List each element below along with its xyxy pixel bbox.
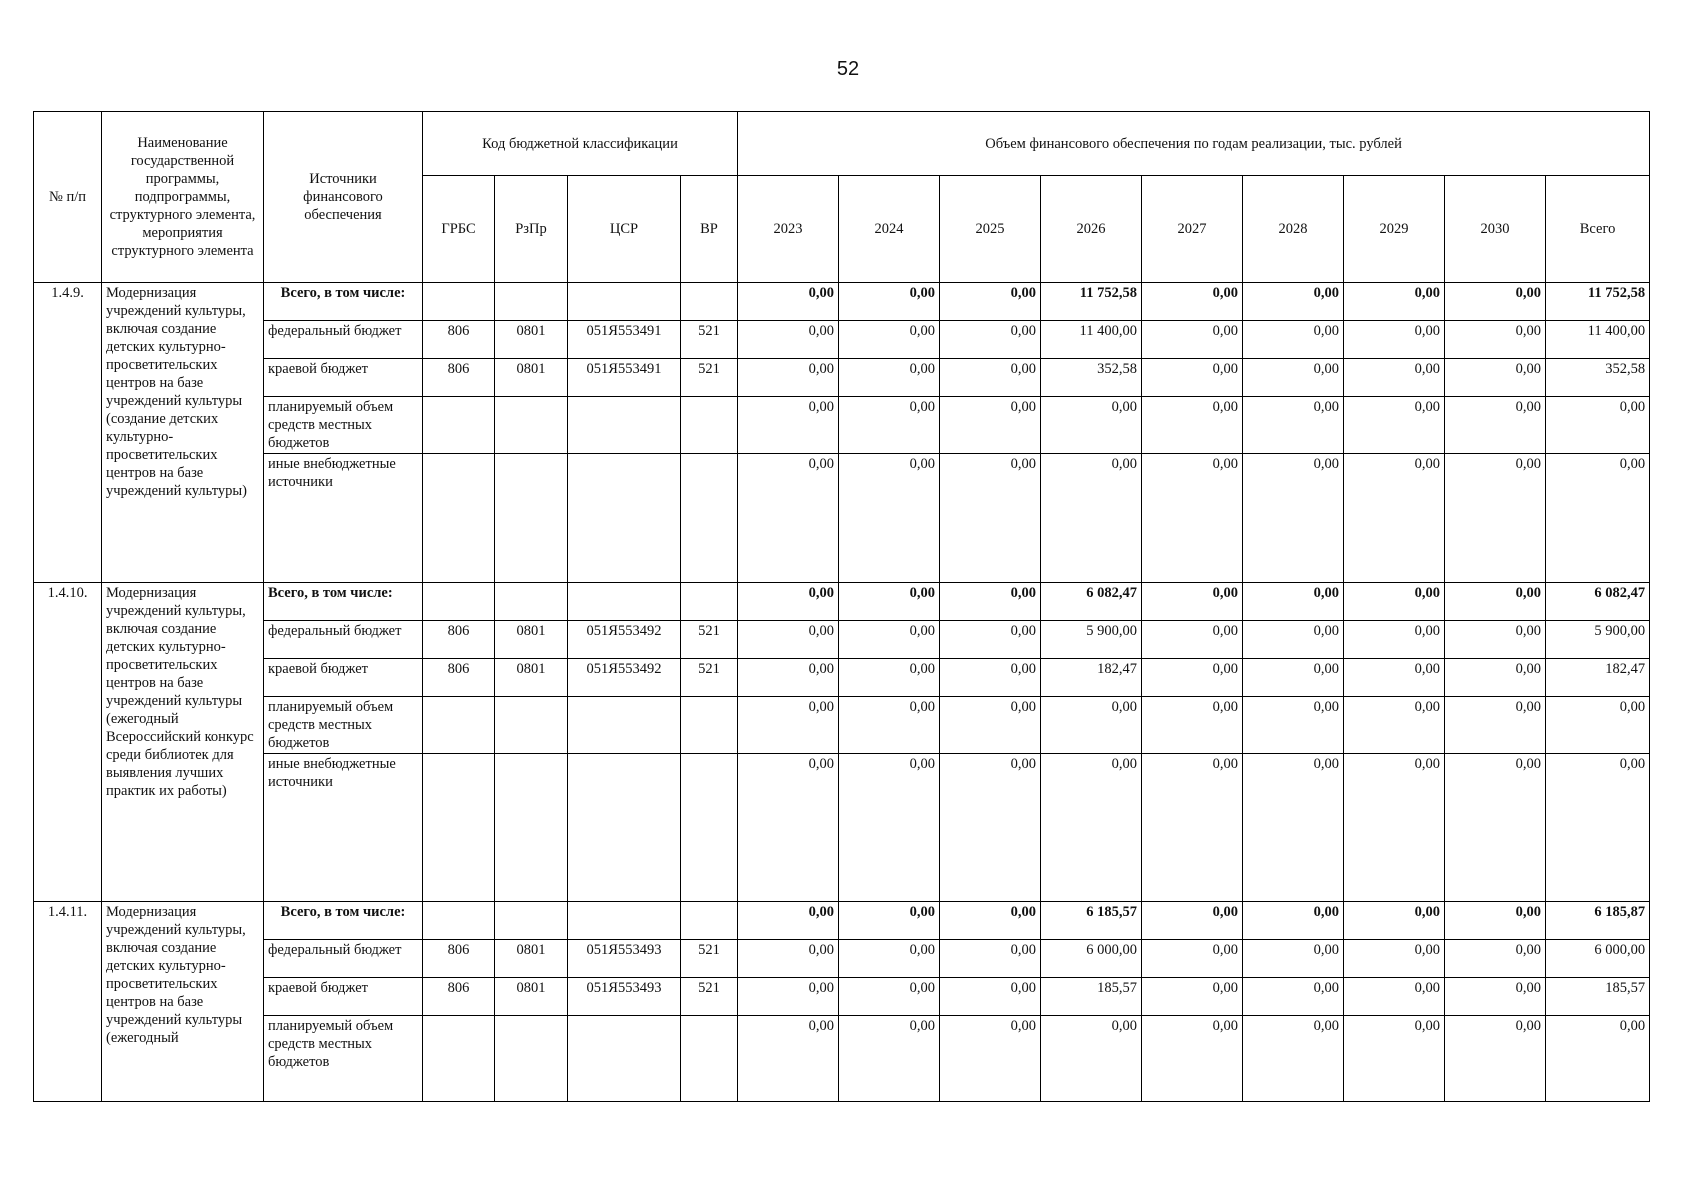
year-value: 0,00	[1243, 321, 1344, 359]
total-value: 6 082,47	[1546, 583, 1650, 621]
year-value: 0,00	[1243, 902, 1344, 940]
rzpr-code: 0801	[495, 659, 568, 697]
year-value: 0,00	[1445, 583, 1546, 621]
table-row	[34, 397, 1650, 454]
table-row	[34, 454, 1650, 583]
csr-code: 051Я553493	[568, 978, 681, 1016]
item-number: 1.4.11.	[34, 902, 102, 1102]
grbs-code: 806	[423, 940, 495, 978]
year-value: 0,00	[1142, 754, 1243, 902]
funding-source: Всего, в том числе:	[264, 283, 423, 321]
grbs-code	[423, 583, 495, 621]
csr-code: 051Я553492	[568, 621, 681, 659]
year-value: 0,00	[1344, 902, 1445, 940]
rzpr-code: 0801	[495, 359, 568, 397]
total-value: 0,00	[1546, 754, 1650, 902]
table-row	[34, 621, 1650, 659]
rzpr-code: 0801	[495, 978, 568, 1016]
page-number: 52	[836, 58, 860, 80]
rzpr-code	[495, 754, 568, 902]
total-value: 185,57	[1546, 978, 1650, 1016]
year-value: 0,00	[940, 621, 1041, 659]
csr-code: 051Я553493	[568, 940, 681, 978]
table-row	[34, 940, 1650, 978]
year-value: 6 185,57	[1041, 902, 1142, 940]
year-value: 0,00	[1243, 283, 1344, 321]
year-value: 0,00	[738, 940, 839, 978]
grbs-code	[423, 754, 495, 902]
total-value: 6 000,00	[1546, 940, 1650, 978]
vr-code: 521	[681, 659, 738, 697]
vr-code	[681, 697, 738, 754]
year-value: 0,00	[1142, 283, 1243, 321]
year-value: 0,00	[1445, 621, 1546, 659]
year-value: 0,00	[839, 583, 940, 621]
header-name: Наименование государственной программы, подпрограммы, структурного элемента, мероприятия структурного элемента	[102, 112, 264, 283]
rzpr-code	[495, 902, 568, 940]
total-value: 182,47	[1546, 659, 1650, 697]
total-value: 352,58	[1546, 359, 1650, 397]
year-value: 0,00	[738, 659, 839, 697]
table-row	[34, 697, 1650, 754]
year-value: 0,00	[1142, 621, 1243, 659]
csr-code	[568, 397, 681, 454]
grbs-code: 806	[423, 659, 495, 697]
total-row	[34, 583, 1650, 621]
year-value: 0,00	[1243, 978, 1344, 1016]
year-value: 0,00	[839, 940, 940, 978]
header-total: Всего	[1546, 176, 1650, 283]
grbs-code	[423, 454, 495, 583]
table-row	[34, 1016, 1650, 1102]
grbs-code: 806	[423, 621, 495, 659]
rzpr-code	[495, 283, 568, 321]
year-value: 0,00	[839, 454, 940, 583]
funding-source: федеральный бюджет	[264, 940, 423, 978]
header-year: 2030	[1445, 176, 1546, 283]
item-number: 1.4.9.	[34, 283, 102, 583]
year-value: 0,00	[1142, 397, 1243, 454]
year-value: 0,00	[1243, 754, 1344, 902]
header-code-grbs: ГРБС	[423, 176, 495, 283]
year-value: 182,47	[1041, 659, 1142, 697]
rzpr-code	[495, 697, 568, 754]
header-volume-group: Объем финансового обеспечения по годам реализации, тыс. рублей	[738, 112, 1650, 176]
year-value: 0,00	[940, 454, 1041, 583]
year-value: 0,00	[1142, 940, 1243, 978]
year-value: 0,00	[1445, 902, 1546, 940]
vr-code	[681, 902, 738, 940]
funding-source: краевой бюджет	[264, 978, 423, 1016]
vr-code	[681, 454, 738, 583]
year-value: 0,00	[1344, 940, 1445, 978]
year-value: 0,00	[839, 1016, 940, 1102]
year-value: 0,00	[940, 397, 1041, 454]
table-row	[34, 978, 1650, 1016]
csr-code: 051Я553491	[568, 321, 681, 359]
year-value: 0,00	[1445, 754, 1546, 902]
year-value: 0,00	[839, 659, 940, 697]
year-value: 0,00	[940, 359, 1041, 397]
vr-code	[681, 283, 738, 321]
year-value: 0,00	[1243, 397, 1344, 454]
year-value: 0,00	[1041, 1016, 1142, 1102]
year-value: 0,00	[940, 902, 1041, 940]
year-value: 11 752,58	[1041, 283, 1142, 321]
header-year: 2023	[738, 176, 839, 283]
year-value: 0,00	[1445, 321, 1546, 359]
year-value: 0,00	[940, 321, 1041, 359]
grbs-code: 806	[423, 321, 495, 359]
year-value: 0,00	[1142, 583, 1243, 621]
funding-source: Всего, в том числе:	[264, 902, 423, 940]
funding-source: иные внебюджетные источники	[264, 754, 423, 902]
csr-code	[568, 902, 681, 940]
year-value: 352,58	[1041, 359, 1142, 397]
item-name: Модернизация учреждений культуры, включая создание детских культурно-просветительских центров на базе учреждений культуры (ежегодный Всероссийский конкурс среди библиотек для выявления лучших практик их работы)	[102, 583, 264, 902]
year-value: 0,00	[738, 978, 839, 1016]
rzpr-code	[495, 1016, 568, 1102]
funding-source: федеральный бюджет	[264, 621, 423, 659]
total-value: 5 900,00	[1546, 621, 1650, 659]
vr-code: 521	[681, 978, 738, 1016]
header-year: 2025	[940, 176, 1041, 283]
year-value: 0,00	[1142, 902, 1243, 940]
year-value: 0,00	[940, 1016, 1041, 1102]
year-value: 0,00	[1344, 697, 1445, 754]
vr-code: 521	[681, 321, 738, 359]
rzpr-code	[495, 397, 568, 454]
csr-code	[568, 454, 681, 583]
year-value: 0,00	[738, 359, 839, 397]
total-row	[34, 902, 1650, 940]
year-value: 0,00	[839, 321, 940, 359]
funding-source: иные внебюджетные источники	[264, 454, 423, 583]
year-value: 0,00	[1243, 583, 1344, 621]
year-value: 0,00	[940, 659, 1041, 697]
year-value: 0,00	[1041, 697, 1142, 754]
year-value: 0,00	[1243, 697, 1344, 754]
header-year: 2028	[1243, 176, 1344, 283]
grbs-code	[423, 1016, 495, 1102]
rzpr-code: 0801	[495, 321, 568, 359]
item-name: Модернизация учреждений культуры, включая создание детских культурно-просветительских центров на базе учреждений культуры (создание детских культурно-просветительских центров на базе учреждений культуры)	[102, 283, 264, 583]
year-value: 0,00	[940, 697, 1041, 754]
grbs-code	[423, 283, 495, 321]
year-value: 0,00	[738, 283, 839, 321]
year-value: 0,00	[738, 321, 839, 359]
table-header	[34, 112, 1650, 283]
year-value: 0,00	[1344, 978, 1445, 1016]
year-value: 0,00	[1243, 659, 1344, 697]
grbs-code	[423, 697, 495, 754]
year-value: 0,00	[738, 902, 839, 940]
header-code-rzpr: РзПр	[495, 176, 568, 283]
item-name: Модернизация учреждений культуры, включая создание детских культурно-просветительских центров на базе учреждений культуры (ежегодный	[102, 902, 264, 1102]
csr-code	[568, 754, 681, 902]
year-value: 0,00	[839, 359, 940, 397]
vr-code	[681, 1016, 738, 1102]
year-value: 0,00	[1041, 754, 1142, 902]
year-value: 0,00	[1344, 621, 1445, 659]
year-value: 0,00	[940, 583, 1041, 621]
item-number: 1.4.10.	[34, 583, 102, 902]
header-year: 2027	[1142, 176, 1243, 283]
funding-source: планируемый объем средств местных бюджетов	[264, 1016, 423, 1102]
vr-code: 521	[681, 621, 738, 659]
year-value: 0,00	[1243, 359, 1344, 397]
year-value: 5 900,00	[1041, 621, 1142, 659]
total-value: 0,00	[1546, 1016, 1650, 1102]
csr-code	[568, 1016, 681, 1102]
grbs-code	[423, 397, 495, 454]
year-value: 0,00	[1243, 940, 1344, 978]
year-value: 0,00	[1445, 397, 1546, 454]
year-value: 0,00	[738, 1016, 839, 1102]
year-value: 0,00	[1445, 697, 1546, 754]
year-value: 0,00	[738, 697, 839, 754]
year-value: 0,00	[1243, 454, 1344, 583]
year-value: 0,00	[1142, 1016, 1243, 1102]
year-value: 0,00	[738, 754, 839, 902]
total-value: 11 400,00	[1546, 321, 1650, 359]
header-year: 2029	[1344, 176, 1445, 283]
rzpr-code	[495, 583, 568, 621]
year-value: 0,00	[1142, 659, 1243, 697]
year-value: 0,00	[1445, 978, 1546, 1016]
header-year: 2024	[839, 176, 940, 283]
year-value: 0,00	[940, 754, 1041, 902]
year-value: 0,00	[839, 754, 940, 902]
year-value: 0,00	[1344, 283, 1445, 321]
funding-source: краевой бюджет	[264, 359, 423, 397]
year-value: 0,00	[1142, 978, 1243, 1016]
year-value: 0,00	[1445, 1016, 1546, 1102]
year-value: 0,00	[1445, 283, 1546, 321]
csr-code: 051Я553491	[568, 359, 681, 397]
year-value: 0,00	[1445, 359, 1546, 397]
year-value: 0,00	[1243, 621, 1344, 659]
year-value: 0,00	[940, 283, 1041, 321]
year-value: 0,00	[1344, 1016, 1445, 1102]
year-value: 0,00	[839, 621, 940, 659]
total-row	[34, 283, 1650, 321]
year-value: 0,00	[1445, 940, 1546, 978]
csr-code	[568, 583, 681, 621]
year-value: 0,00	[1041, 454, 1142, 583]
year-value: 0,00	[839, 283, 940, 321]
year-value: 0,00	[1445, 659, 1546, 697]
year-value: 0,00	[839, 902, 940, 940]
year-value: 0,00	[1344, 583, 1445, 621]
year-value: 0,00	[940, 978, 1041, 1016]
vr-code	[681, 397, 738, 454]
header-code-csr: ЦСР	[568, 176, 681, 283]
vr-code	[681, 754, 738, 902]
header-code-group: Код бюджетной классификации	[423, 112, 738, 176]
year-value: 0,00	[1344, 754, 1445, 902]
table-row	[34, 754, 1650, 902]
year-value: 0,00	[1344, 359, 1445, 397]
csr-code: 051Я553492	[568, 659, 681, 697]
funding-source: федеральный бюджет	[264, 321, 423, 359]
table-row	[34, 659, 1650, 697]
year-value: 0,00	[738, 583, 839, 621]
year-value: 11 400,00	[1041, 321, 1142, 359]
year-value: 0,00	[1142, 321, 1243, 359]
table-row	[34, 321, 1650, 359]
csr-code	[568, 697, 681, 754]
year-value: 0,00	[1142, 454, 1243, 583]
year-value: 0,00	[1041, 397, 1142, 454]
funding-source: краевой бюджет	[264, 659, 423, 697]
csr-code	[568, 283, 681, 321]
funding-source: планируемый объем средств местных бюджетов	[264, 697, 423, 754]
table-body	[34, 283, 1650, 1102]
vr-code: 521	[681, 359, 738, 397]
vr-code: 521	[681, 940, 738, 978]
year-value: 0,00	[839, 397, 940, 454]
total-value: 0,00	[1546, 454, 1650, 583]
year-value: 0,00	[1344, 659, 1445, 697]
total-value: 0,00	[1546, 697, 1650, 754]
budget-table	[33, 111, 1650, 1102]
total-value: 11 752,58	[1546, 283, 1650, 321]
year-value: 0,00	[1142, 359, 1243, 397]
year-value: 0,00	[839, 697, 940, 754]
year-value: 6 000,00	[1041, 940, 1142, 978]
year-value: 0,00	[940, 940, 1041, 978]
funding-source: планируемый объем средств местных бюджетов	[264, 397, 423, 454]
rzpr-code: 0801	[495, 940, 568, 978]
year-value: 0,00	[1344, 454, 1445, 583]
header-num: № п/п	[34, 112, 102, 283]
year-value: 0,00	[1243, 1016, 1344, 1102]
header-source: Источники финансового обеспечения	[264, 112, 423, 283]
table-row	[34, 359, 1650, 397]
year-value: 185,57	[1041, 978, 1142, 1016]
year-value: 0,00	[1142, 697, 1243, 754]
total-value: 0,00	[1546, 397, 1650, 454]
year-value: 0,00	[1445, 454, 1546, 583]
year-value: 0,00	[1344, 321, 1445, 359]
total-value: 6 185,87	[1546, 902, 1650, 940]
header-code-vr: ВР	[681, 176, 738, 283]
header-year: 2026	[1041, 176, 1142, 283]
year-value: 6 082,47	[1041, 583, 1142, 621]
grbs-code	[423, 902, 495, 940]
year-value: 0,00	[738, 621, 839, 659]
year-value: 0,00	[839, 978, 940, 1016]
year-value: 0,00	[738, 454, 839, 583]
grbs-code: 806	[423, 978, 495, 1016]
vr-code	[681, 583, 738, 621]
rzpr-code	[495, 454, 568, 583]
rzpr-code: 0801	[495, 621, 568, 659]
funding-source: Всего, в том числе:	[264, 583, 423, 621]
grbs-code: 806	[423, 359, 495, 397]
year-value: 0,00	[738, 397, 839, 454]
year-value: 0,00	[1344, 397, 1445, 454]
